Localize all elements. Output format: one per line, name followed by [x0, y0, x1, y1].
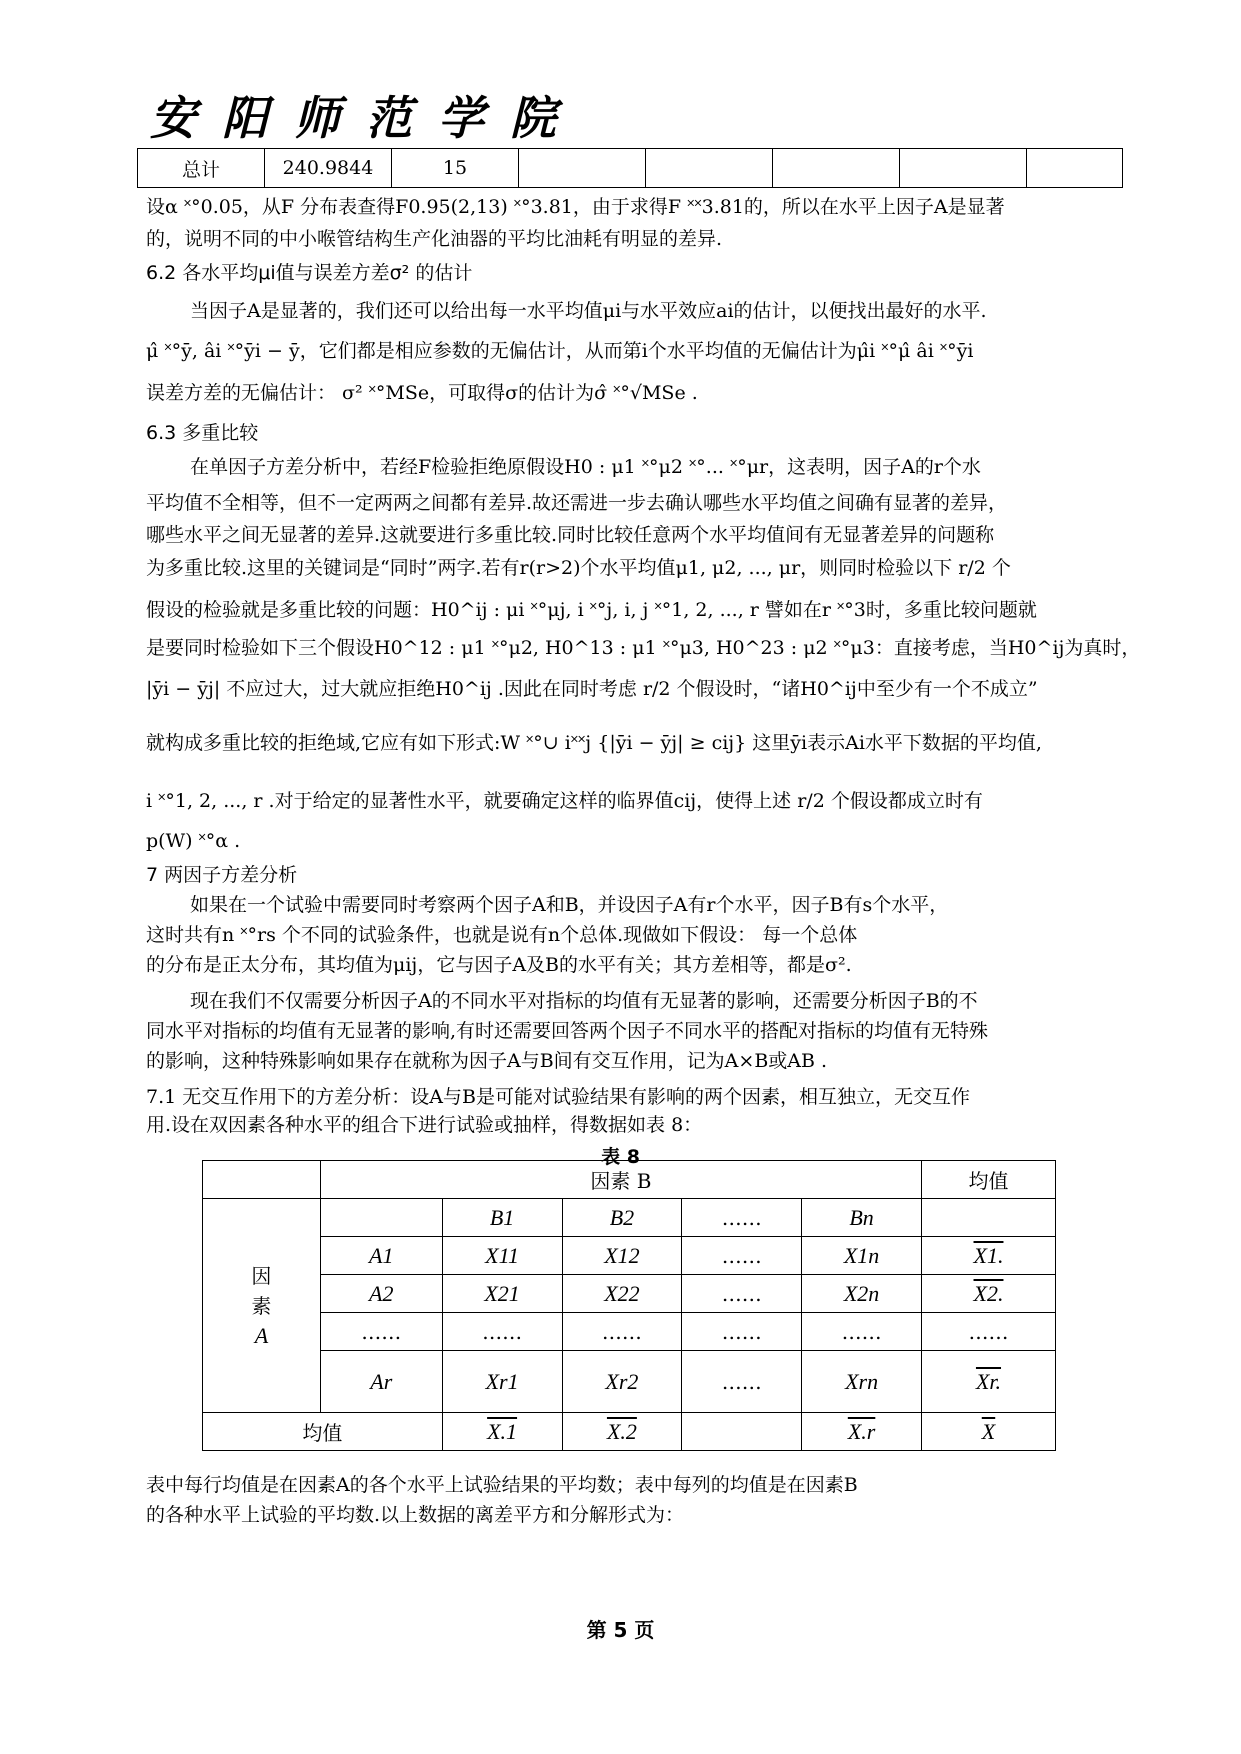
table-cell: Xrn — [802, 1351, 922, 1413]
paragraph-line: 的影响，这种特殊影响如果存在就称为因子A与B间有交互作用，记为A×B或AB . — [146, 1050, 828, 1072]
factor-b-header: 因素 B — [320, 1161, 921, 1199]
paragraph: 当因子A是显著的，我们还可以给出每一水平均值μi与水平效应ai的估计，以便找出最好的水平. — [190, 300, 987, 322]
table-cell: …… — [802, 1313, 922, 1351]
section-heading: 6.2 各水平均μi值与误差方差σ² 的估计 — [146, 262, 473, 284]
table-row — [203, 1275, 1056, 1313]
paragraph-line: 7.1 无交互作用下的方差分析：设A与B是可能对试验结果有影响的两个因素，相互独立，无交互作 — [146, 1086, 970, 1108]
table-cell — [773, 149, 900, 188]
paragraph-line: i ˟°1, 2, ..., r .对于给定的显著性水平，就要确定这样的临界值cij，使得上述 r/2 个假设都成立时有 — [146, 790, 983, 812]
paragraph: 的，说明不同的中小喉管结构生产化油器的平均比油耗有明显的差异. — [146, 228, 723, 250]
paragraph-line: 同水平对指标的均值有无显著的影响,有时还需要回答两个因子不同水平的搭配对指标的均值有无特殊 — [146, 1020, 989, 1042]
paragraph-line: 表中每行均值是在因素A的各个水平上试验结果的平均数；表中每列的均值是在因素B — [146, 1474, 858, 1496]
page-header-title: 安阳师范学院 — [150, 91, 582, 145]
table-row — [203, 1161, 1056, 1199]
table-row — [203, 1237, 1056, 1275]
table-row — [203, 1413, 1056, 1451]
table-cell: X12 — [562, 1237, 682, 1275]
paragraph-line: 用.设在双因素各种水平的组合下进行试验或抽样，得数据如表 8： — [146, 1114, 703, 1136]
table-row — [203, 1313, 1056, 1351]
table-cell — [519, 149, 646, 188]
mean-header: 均值 — [921, 1161, 1055, 1199]
factor-a-char: A — [254, 1322, 269, 1348]
table-cell: 15 — [392, 149, 519, 188]
page-number: 第 5 页 — [586, 1618, 655, 1642]
table-cell: 240.9844 — [265, 149, 392, 188]
table-cell: X1n — [802, 1237, 922, 1275]
table-cell — [203, 1161, 321, 1199]
paragraph-line: 的各种水平上试验的平均数.以上数据的离差平方和分解形式为： — [146, 1504, 685, 1526]
table-cell: X2. — [921, 1275, 1055, 1313]
table-cell: X22 — [562, 1275, 682, 1313]
table-cell — [682, 1413, 802, 1451]
table-cell: …… — [921, 1313, 1055, 1351]
paragraph-line: 在单因子方差分析中，若经F检验拒绝原假设H0 : μ1 ˟°μ2 ˟°... ˟°μr，这表明，因子A的r个水 — [190, 456, 981, 478]
paragraph-line: 平均值不全相等，但不一定两两之间都有差异.故还需进一步去确认哪些水平均值之间确有显著的差异， — [146, 492, 1008, 514]
table-cell: A1 — [320, 1237, 442, 1275]
factor-a-char: 因 — [251, 1263, 272, 1288]
table-row — [203, 1199, 1056, 1237]
table-cell: X.r — [802, 1413, 922, 1451]
table-cell: X.2 — [562, 1413, 682, 1451]
table-cell: …… — [442, 1313, 562, 1351]
paragraph-line: 为多重比较.这里的关键词是“同时”两字.若有r(r>2)个水平均值μ1, μ2, ..., μr，则同时检验以下 r/2 个 — [146, 557, 1011, 579]
paragraph-line: 是要同时检验如下三个假设H0^12 : μ1 ˟°μ2, H0^13 : μ1 ˟°μ3, H0^23 : μ2 ˟°μ3：直接考虑，当H0^ij为真时， — [146, 637, 1141, 659]
paragraph: 设α ˟°0.05，从F 分布表查得F0.95(2,13) ˟°3.81，由于求得F ˟˟3.81的，所以在水平上因子A是显著 — [146, 196, 1005, 218]
table-row — [138, 149, 1123, 188]
table-cell: Ar — [320, 1351, 442, 1413]
table-cell: …… — [682, 1313, 802, 1351]
paragraph-line: 的分布是正太分布，其均值为μij，它与因子A及B的水平有关；其方差相等，都是σ². — [146, 954, 852, 976]
table-cell: …… — [682, 1275, 802, 1313]
table-cell: 总计 — [138, 149, 265, 188]
paragraph-line: 这时共有n ˟°rs 个不同的试验条件，也就是说有n个总体.现做如下假设： 每一个总体 — [146, 924, 858, 946]
paragraph-line: 哪些水平之间无显著的差异.这就要进行多重比较.同时比较任意两个水平均值间有无显著差异的问题称 — [146, 524, 995, 546]
table-cell: …… — [682, 1237, 802, 1275]
paragraph-line: 如果在一个试验中需要同时考察两个因子A和B，并设因子A有r个水平，因子B有s个水平， — [190, 894, 949, 916]
table-cell: Xr. — [921, 1351, 1055, 1413]
table-cell: …… — [682, 1351, 802, 1413]
section-heading: 6.3 多重比较 — [146, 422, 259, 444]
paragraph-line: |ȳi − ȳj| 不应过大，过大就应拒绝H0^ij .因此在同时考虑 r/2 个假设时，“诸H0^ij中至少有一个不成立” — [146, 678, 1038, 700]
column-header: …… — [682, 1199, 802, 1237]
table-cell — [921, 1199, 1055, 1237]
factor-a-header — [203, 1199, 321, 1413]
table-cell — [1027, 149, 1123, 188]
paragraph-line: 就构成多重比较的拒绝域,它应有如下形式:W ˟°∪ i˟˟j {|ȳi − ȳj| ≥ cij} 这里ȳi表示Ai水平下数据的平均值, — [146, 732, 1042, 754]
table-cell: Xr1 — [442, 1351, 562, 1413]
table-cell: X11 — [442, 1237, 562, 1275]
table-cell — [646, 149, 773, 188]
table-cell: …… — [562, 1313, 682, 1351]
table-cell: Xr2 — [562, 1351, 682, 1413]
paragraph: μ̂ ˟°ȳ, âi ˟°ȳi − ȳ，它们都是相应参数的无偏估计，从而第i个水平均值的无偏估计为μ̂i ˟°μ̂ âi ˟°ȳi — [146, 340, 974, 362]
summary-table — [137, 148, 1123, 188]
table-cell: X21 — [442, 1275, 562, 1313]
column-header: B1 — [442, 1199, 562, 1237]
column-header: B2 — [562, 1199, 682, 1237]
table-cell: A2 — [320, 1275, 442, 1313]
table-caption: 表 8 — [601, 1146, 640, 1168]
paragraph: 误差方差的无偏估计： σ² ˟°MSe，可取得σ的估计为σ̂ ˟°√MSe . — [146, 382, 698, 404]
table-cell: $\overline{X}$ — [921, 1413, 1055, 1451]
paragraph-line: 现在我们不仅需要分析因子A的不同水平对指标的均值有无显著的影响，还需要分析因子B的不 — [190, 990, 978, 1012]
table-cell: X1. — [921, 1237, 1055, 1275]
section-heading: 7 两因子方差分析 — [146, 864, 298, 886]
table-cell — [320, 1199, 442, 1237]
table-cell — [900, 149, 1027, 188]
table-cell: X.1 — [442, 1413, 562, 1451]
paragraph-line: p(W) ˟°α . — [146, 830, 241, 852]
data-table-8 — [202, 1160, 1056, 1451]
table-row — [203, 1351, 1056, 1413]
factor-a-char: 素 — [251, 1293, 272, 1318]
table-cell: X2n — [802, 1275, 922, 1313]
paragraph-line: 假设的检验就是多重比较的问题：H0^ij : μi ˟°μj, i ˟°j, i, j ˟°1, 2, ..., r 譬如在r ˟°3时，多重比较问题就 — [146, 599, 1037, 621]
table-cell: …… — [320, 1313, 442, 1351]
mean-row-label: 均值 — [203, 1413, 443, 1451]
column-header: Bn — [802, 1199, 922, 1237]
